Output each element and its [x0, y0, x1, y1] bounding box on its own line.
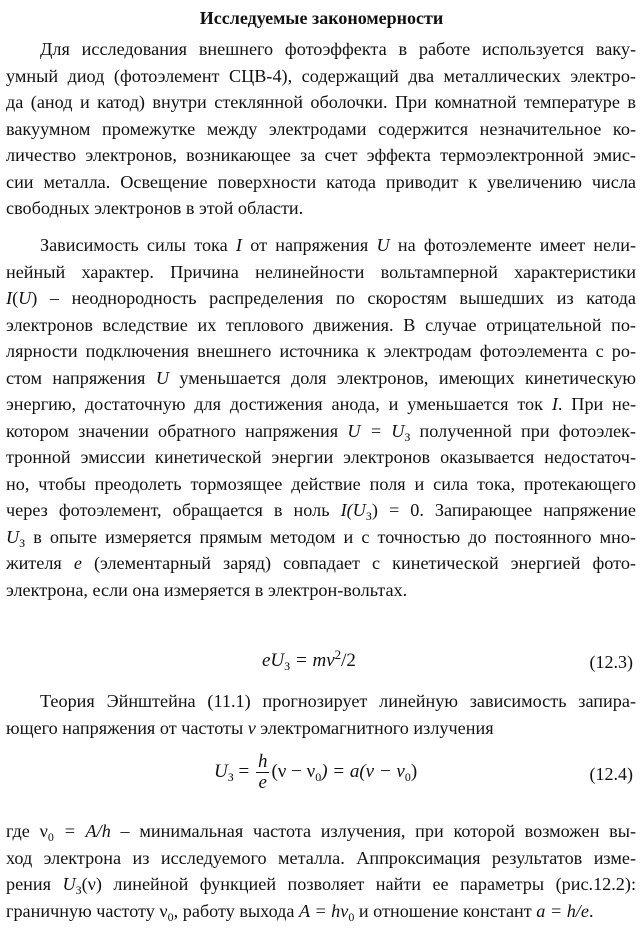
equation-body: $U_З$ = $\frac{h}{e}$ $(\nu - \nu_0) = a(\nu - \nu_0)$ — [214, 751, 418, 793]
text-line: стом напряжения U уменьшается доля электронов, имеющих кинетическую — [6, 367, 637, 388]
text-line: да (анод и катод) внутри стеклянной оболочки. При комнатной температуре в — [6, 92, 636, 112]
equation-number: (12.3) — [589, 652, 633, 672]
section-title: Исследуемые закономерности — [199, 8, 444, 28]
paragraph-einstein — [6, 688, 636, 741]
text-line: $U_З$ в опыте измеряется прямым методом и с точностью до постоянного мно- — [6, 526, 636, 550]
text-line: нейный характер. Причина нелинейности вольтамперной характеристики — [6, 261, 636, 282]
paragraph-intro — [6, 36, 636, 222]
text-line: электронов вследствие их теплового движения. В случае отрицательной по- — [6, 314, 636, 335]
text-line: но, чтобы преодолеть тормозящее действие поля и сила тока, протекающего — [6, 473, 636, 494]
paragraph-iv-characteristic — [6, 232, 636, 603]
equation-12-3 — [0, 647, 643, 680]
text-line: свободных электронов в этой области. — [6, 198, 304, 218]
text-line: граничную частоту $\nu_0$, работу выхода $A = h\nu_0$ и отношение констант a = h/e. — [6, 900, 594, 924]
text-line: ющего напряжения от частоты ν электромагнитного излучения — [6, 717, 494, 738]
text-line: ход электрона из исследуемого металла. Аппроксимация результатов изме- — [6, 847, 636, 868]
text-line: Теория Эйнштейна (11.1) прогнозирует линейную зависимость запира- — [40, 691, 636, 711]
fraction-h-over-e: $\frac{h}{e}$ — [257, 751, 268, 793]
text-line: Для исследования внешнего фотоэффекта в работе используется ваку- — [40, 39, 636, 59]
text-line: через фотоэлемент, обращается в ноль $I(U_З) = 0$. Запирающее напряжение — [6, 500, 636, 523]
equation-number: (12.4) — [589, 764, 633, 784]
text-line: где $\nu_0 = A/h$ – минимальная частота излучения, при которой возможен вы- — [6, 821, 637, 844]
paragraph-approximation — [6, 818, 636, 924]
text-line: личество электронов, возникающее за счет эффекта термоэлектронной эмис- — [6, 145, 636, 165]
text-line: рения $U_З(\nu)$ линейной функцией позволяет найти ее параметры (рис.12.2): — [6, 874, 637, 897]
text-line: лярности подключения внешнего источника к электродам фотоэлемента с ро- — [6, 341, 636, 361]
text-line: котором значении обратного напряжения $U = U_З$ полученной при фотоэлек- — [6, 420, 636, 444]
text-line: энергию, достаточную для достижения анода, и уменьшается ток I. При не- — [6, 394, 636, 414]
text-line: тронной эмиссии кинетической энергии электронов оказывается недостаточ- — [6, 447, 636, 467]
text-line: I(U) – неоднородность распределения по скоростям вышедших из катода — [6, 288, 636, 308]
text-line: умный диод (фотоэлемент СЦВ-4), содержащий два металлических электро- — [6, 65, 636, 86]
text-line: электрона, если она измеряется в электрон-вольтах. — [6, 579, 408, 600]
text-line: сии металла. Освещение поверхности катода приводит к увеличению числа — [6, 171, 636, 192]
equation-12-4 — [0, 752, 643, 802]
text-line: жителя e (элементарный заряд) совпадает с кинетической энергией фото- — [6, 553, 636, 573]
text-line: Зависимость силы тока I от напряжения U на фотоэлементе имеет нели- — [40, 235, 636, 255]
text-line: вакуумном промежутке между электродами содержится незначительное ко- — [6, 118, 636, 139]
equation-body: $eU_З = mv^2/2$ — [262, 647, 356, 673]
